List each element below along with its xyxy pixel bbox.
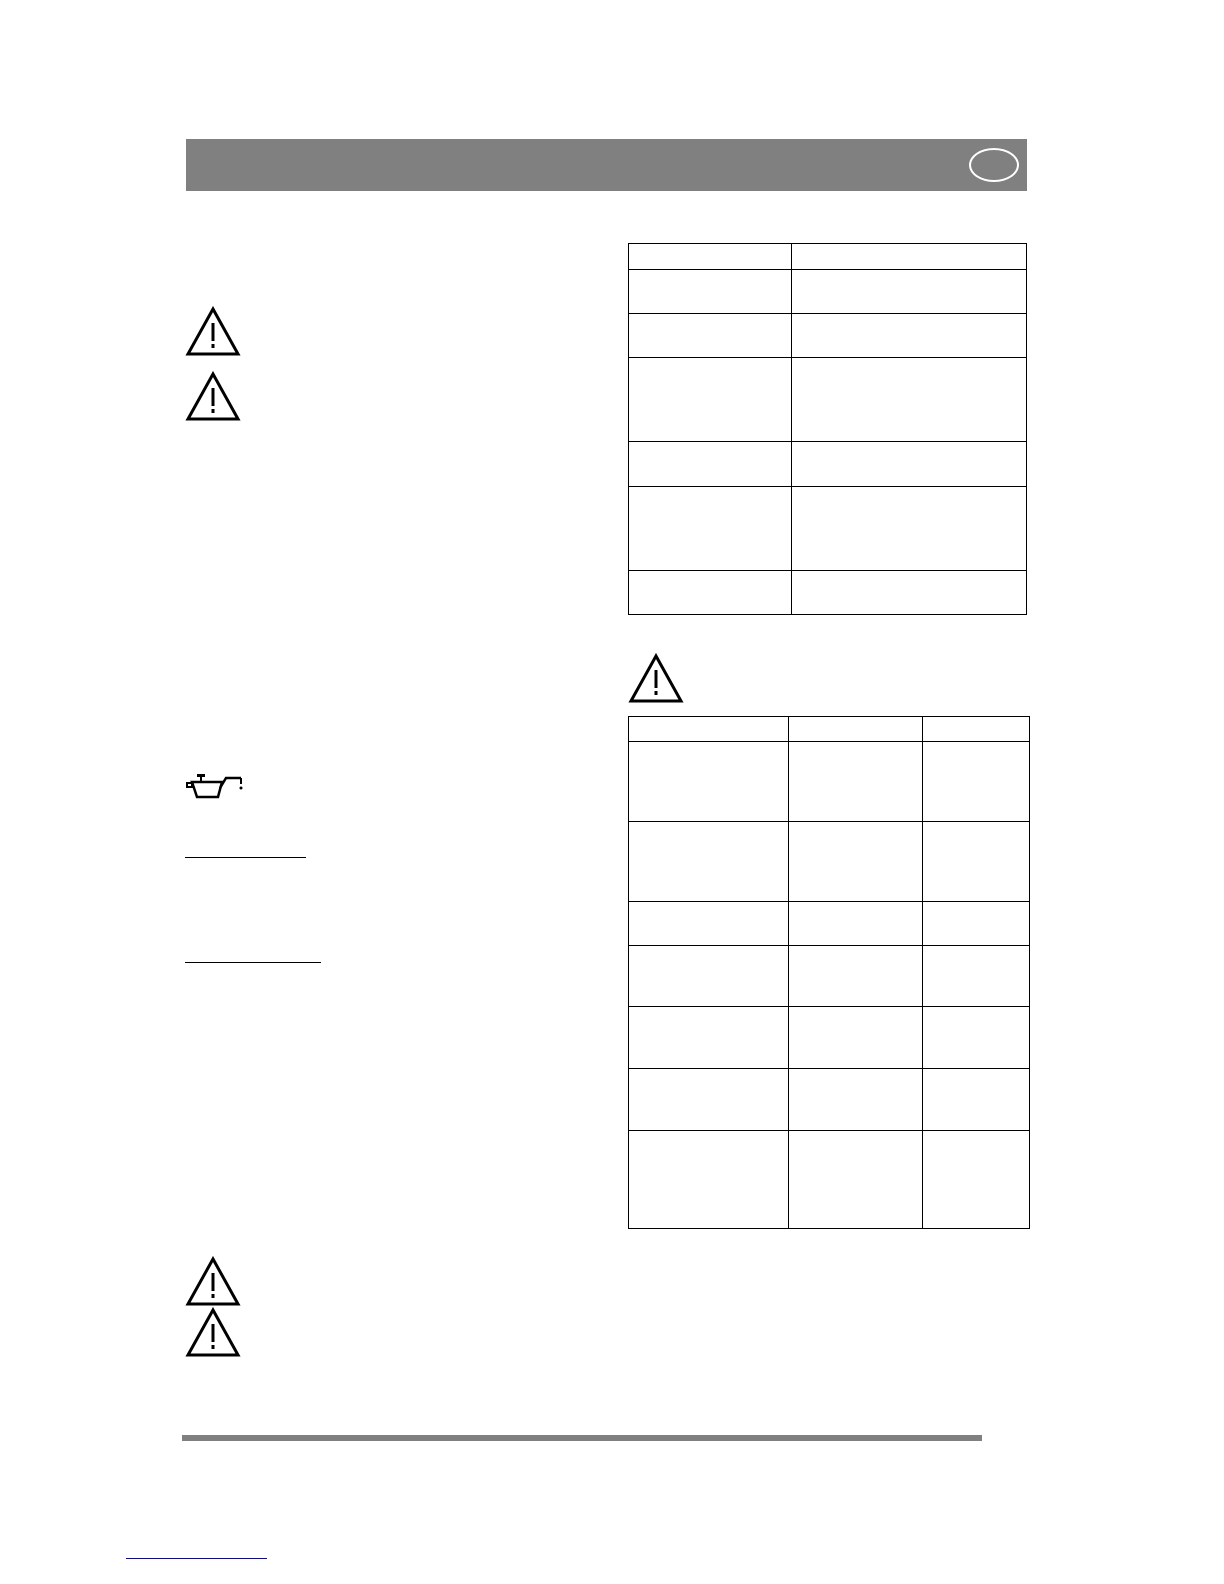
language-badge [969,148,1019,182]
table-cell [789,717,923,742]
table-cell [923,1007,1030,1069]
table-cell [629,487,792,571]
table-cell [923,1069,1030,1131]
table-row [629,487,1027,571]
table-cell [629,314,792,358]
table-row [629,571,1027,615]
table-cell [792,571,1027,615]
table-cell [789,1069,923,1131]
table-cell [792,487,1027,571]
page-footer-bar [182,1435,982,1441]
table-row [629,1007,1030,1069]
table-cell [629,1007,789,1069]
table-row [629,742,1030,822]
table-cell [789,822,923,902]
heading-underline [185,857,306,858]
table-cell [629,822,789,902]
table-row [629,270,1027,314]
table-row [629,358,1027,442]
warning-triangle-icon [185,306,241,356]
page-link[interactable] [126,1558,267,1559]
table-row [629,314,1027,358]
page-header-bar [186,139,1027,191]
table-cell [923,742,1030,822]
table-row [629,946,1030,1007]
table-row [629,902,1030,946]
table-row [629,442,1027,487]
table-cell [789,902,923,946]
table-cell [789,742,923,822]
table-cell [629,717,789,742]
table-cell [629,742,789,822]
table-cell [789,946,923,1007]
table-cell [629,270,792,314]
warning-triangle-icon [185,371,241,421]
table-cell [629,1131,789,1229]
oil-can-icon [184,773,246,803]
table-cell [629,571,792,615]
warning-triangle-icon [185,1256,241,1306]
table-cell [792,244,1027,270]
table-cell [792,314,1027,358]
table-cell [789,1131,923,1229]
spec-table [628,243,1027,615]
table-cell [923,946,1030,1007]
table-cell [792,442,1027,487]
heading-underline [185,962,321,963]
table-row [629,244,1027,270]
table-row [629,822,1030,902]
table-cell [923,717,1030,742]
table-cell [629,358,792,442]
table-cell [629,946,789,1007]
table-cell [629,244,792,270]
warning-triangle-icon [628,653,684,703]
table-cell [792,270,1027,314]
table-cell [923,1131,1030,1229]
table-cell [923,902,1030,946]
table-row [629,1069,1030,1131]
warning-triangle-icon [185,1307,241,1357]
fluid-table [628,716,1030,1229]
table-cell [792,358,1027,442]
table-cell [789,1007,923,1069]
table-row [629,1131,1030,1229]
table-cell [923,822,1030,902]
table-row [629,717,1030,742]
table-cell [629,442,792,487]
table-cell [629,902,789,946]
table-cell [629,1069,789,1131]
